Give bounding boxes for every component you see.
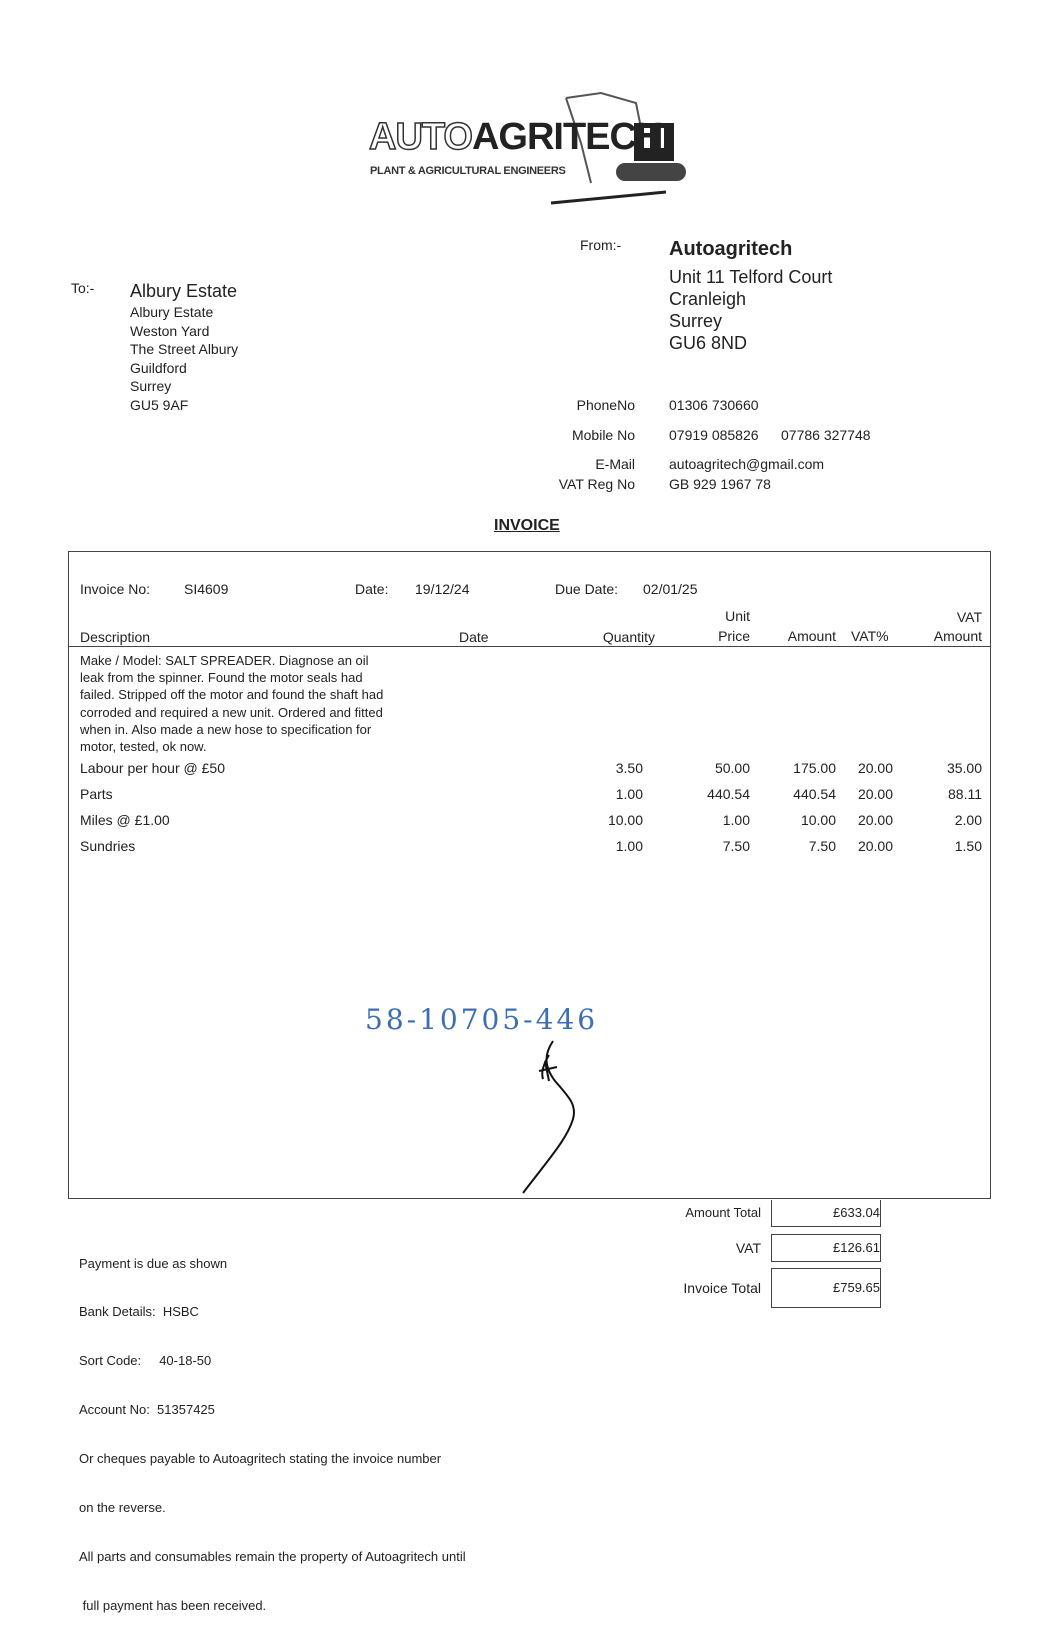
payment-line: Account No: 51357425 <box>79 1402 215 1418</box>
row-vat-pct: 20.00 <box>857 812 893 828</box>
due-date-value: 02/01/25 <box>643 581 698 597</box>
to-label: To:- <box>71 280 95 296</box>
row-description: Miles @ £1.00 <box>80 812 170 828</box>
from-company: Autoagritech <box>669 238 793 260</box>
payment-line: Payment is due as shown <box>79 1255 228 1271</box>
date-value: 19/12/24 <box>415 581 470 597</box>
description-line: leak from the spinner. Found the motor seals had <box>80 670 363 686</box>
row-vat-amount: 35.00 <box>946 760 982 776</box>
phone-label: PhoneNo <box>576 397 635 413</box>
col-amount: Amount <box>787 628 836 644</box>
invoice-total-value: £759.65 <box>771 1268 881 1308</box>
col-unit-price-2: Price <box>718 628 750 644</box>
mobile-label: Mobile No <box>571 427 635 443</box>
payment-line: Bank Details: HSBC <box>79 1304 199 1320</box>
invoice-no-value: SI4609 <box>184 581 229 597</box>
row-vat-pct: 20.00 <box>857 786 893 802</box>
row-vat-pct: 20.00 <box>857 838 893 854</box>
row-description: Labour per hour @ £50 <box>80 760 225 776</box>
col-vat-amount-2: Amount <box>933 628 982 644</box>
description-line: when in. Also made a new hose to specification for <box>80 721 372 737</box>
description-line: motor, tested, ok now. <box>80 739 207 755</box>
payment-line: All parts and consumables remain the property of Autoagritech until <box>79 1548 466 1564</box>
phone-value: 01306 730660 <box>669 397 759 413</box>
payment-line: on the reverse. <box>79 1500 166 1516</box>
vat-reg-value: GB 929 1967 78 <box>669 476 771 492</box>
payment-line: Or cheques payable to Autoagritech stating the invoice number <box>79 1451 442 1467</box>
col-description: Description <box>80 629 151 645</box>
line-item-row <box>0 786 1047 806</box>
vat-total-value: £126.61 <box>771 1234 881 1262</box>
company-logo <box>366 88 696 208</box>
signature <box>515 1035 605 1195</box>
row-quantity: 3.50 <box>615 760 643 776</box>
col-vat-amount-1: VAT <box>956 609 982 625</box>
row-description: Sundries <box>80 838 136 854</box>
description-line: corroded and required a new unit. Ordered and fitted <box>80 704 383 720</box>
to-address-line: GU5 9AF <box>130 396 189 413</box>
description-line: failed. Stripped off the motor and found the shaft had <box>80 687 384 703</box>
row-unit-price: 440.54 <box>707 786 750 802</box>
from-address-line: Cranleigh <box>669 289 747 309</box>
to-address-line: Surrey <box>130 378 172 395</box>
line-item-row <box>0 812 1047 832</box>
date-label: Date: <box>355 581 389 597</box>
row-amount: 10.00 <box>800 812 836 828</box>
row-quantity: 10.00 <box>607 812 643 828</box>
email-value: autoagritech@gmail.com <box>669 456 825 472</box>
from-label: From:- <box>580 237 622 253</box>
line-item-row <box>0 760 1047 780</box>
row-unit-price: 1.00 <box>722 812 750 828</box>
row-unit-price: 7.50 <box>722 838 750 854</box>
mobile-value-2: 07786 327748 <box>781 427 871 443</box>
logo-brand-agritech: AGRITECH <box>471 116 663 158</box>
col-vat-pct: VAT% <box>851 628 889 644</box>
logo-tagline: PLANT & AGRICULTURAL ENGINEERS <box>370 165 566 177</box>
row-unit-price: 50.00 <box>714 760 750 776</box>
row-vat-amount: 2.00 <box>954 812 982 828</box>
from-address-line: Surrey <box>669 311 723 331</box>
table-header-divider <box>68 646 990 647</box>
invoice-title: INVOICE <box>494 517 560 534</box>
col-date: Date <box>459 629 489 645</box>
row-amount: 7.50 <box>808 838 836 854</box>
payment-line: Sort Code: 40-18-50 <box>79 1353 212 1369</box>
payment-line: full payment has been received. <box>79 1597 267 1613</box>
to-address-line: Albury Estate <box>130 304 214 320</box>
row-amount: 440.54 <box>793 786 836 802</box>
invoice-no-label: Invoice No: <box>80 581 151 597</box>
invoice-total-label: Invoice Total <box>683 1280 761 1296</box>
payment-terms <box>79 1223 466 1630</box>
row-quantity: 1.00 <box>615 786 643 802</box>
work-description <box>80 652 383 755</box>
logo-brand-auto: AUTO <box>369 116 472 158</box>
to-address-line: The Street Albury <box>130 341 239 358</box>
vat-total-label: VAT <box>735 1240 761 1256</box>
col-quantity: Quantity <box>602 629 655 645</box>
col-unit-price-1: Unit <box>725 608 750 624</box>
row-quantity: 1.00 <box>615 838 643 854</box>
from-address-line: Unit 11 Telford Court <box>669 267 833 287</box>
due-date-label: Due Date: <box>555 581 619 597</box>
row-vat-amount: 1.50 <box>954 838 982 854</box>
email-label: E-Mail <box>595 456 635 472</box>
to-name: Albury Estate <box>130 281 238 301</box>
description-line: Make / Model: SALT SPREADER. Diagnose an oil <box>80 653 369 668</box>
to-address <box>130 303 238 415</box>
row-amount: 175.00 <box>793 760 836 776</box>
vat-reg-label: VAT Reg No <box>558 476 635 492</box>
row-vat-pct: 20.00 <box>857 760 893 776</box>
handwritten-reference: 58-10705-446 <box>365 1003 599 1036</box>
mobile-value-1: 07919 085826 <box>669 427 759 443</box>
from-address <box>669 266 832 354</box>
row-vat-amount: 88.11 <box>948 786 982 802</box>
to-address-line: Guildford <box>130 359 187 376</box>
row-description: Parts <box>80 786 113 802</box>
line-item-row <box>0 838 1047 858</box>
to-address-line: Weston Yard <box>130 322 210 339</box>
amount-total-label: Amount Total <box>685 1205 761 1220</box>
from-address-line: GU6 8ND <box>669 333 748 353</box>
amount-total-value: £633.04 <box>771 1200 881 1227</box>
